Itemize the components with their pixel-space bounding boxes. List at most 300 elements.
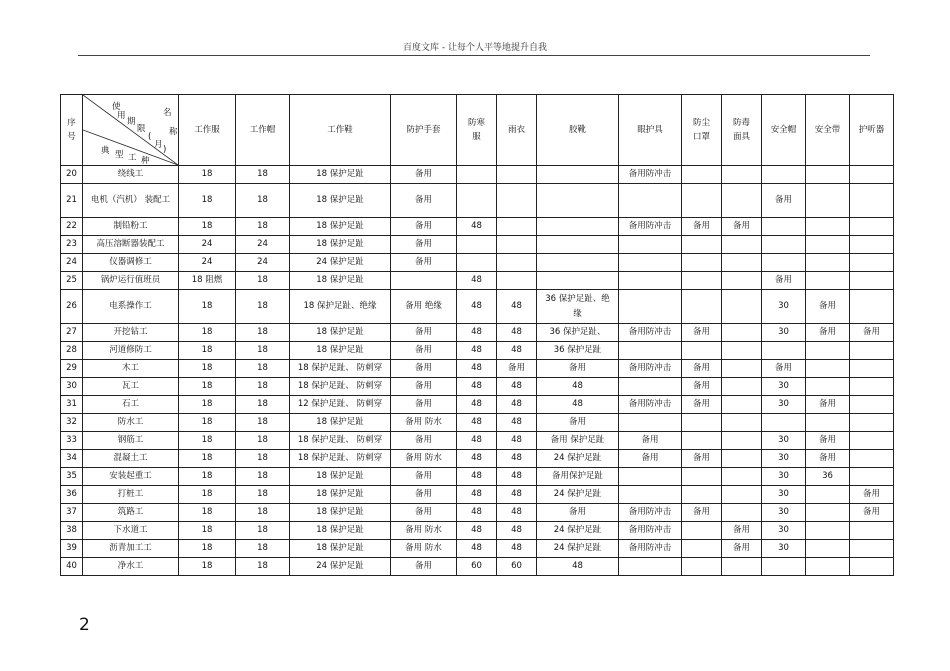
table-cell [619,414,682,432]
table-cell: 30 [762,432,806,450]
table-cell [619,486,682,504]
table-cell [537,218,619,236]
table-cell: 48 [537,558,619,576]
table-cell [850,254,894,272]
table-cell: 36 保护足趾、 [537,324,619,342]
table-cell: 备用 [722,522,762,540]
table-cell [537,236,619,254]
table-cell: 备用 [722,540,762,558]
table-cell: 18 [236,166,290,184]
table-cell: 18 保护足趾、 防刺穿 [290,378,391,396]
table-cell [850,184,894,218]
job-type: 高压溶断器装配工 [83,236,179,254]
table-cell [682,342,722,360]
table-cell: 18 保护足趾 [290,342,391,360]
table-cell [806,166,850,184]
table-cell: 24 保护足趾 [537,450,619,468]
row-index: 36 [61,486,83,504]
table-cell: 备用 [391,432,457,450]
table-cell [806,218,850,236]
table-cell: 备用 [806,396,850,414]
table-row [61,360,894,378]
corner-c11: 型 [115,150,124,160]
corner-c2: 用 [117,111,126,121]
table-cell: 备用防冲击 [619,360,682,378]
table-row [61,218,894,236]
table-cell: 48 [497,504,537,522]
table-cell: 备用 [806,450,850,468]
table-cell: 48 [457,414,497,432]
table-cell [722,324,762,342]
table-row [61,342,894,360]
table-cell: 18 [236,468,290,486]
table-cell: 60 [497,558,537,576]
table-cell [497,254,537,272]
table-cell: 18 保护足趾、绝缘 [290,290,391,324]
job-type: 下水道工 [83,522,179,540]
corner-c7: 称 [169,127,178,137]
table-cell [682,254,722,272]
table-cell: 18 保护足趾 [290,324,391,342]
table-cell: 18 [236,432,290,450]
table-cell: 备用 [682,450,722,468]
table-cell: 备用 防水 [391,450,457,468]
corner-c12: 工 [128,153,137,163]
table-cell: 18 [179,558,236,576]
table-cell: 备用 [391,378,457,396]
table-cell: 48 [457,360,497,378]
row-index: 26 [61,290,83,324]
table-cell: 备用 [391,396,457,414]
corner-c13: 种 [141,156,150,166]
table-cell: 18 [179,432,236,450]
table-cell: 36 [806,468,850,486]
table-cell [457,236,497,254]
table-cell: 18 [236,522,290,540]
diagonal-header-cell [83,95,179,166]
table-cell [457,254,497,272]
table-cell [722,414,762,432]
job-type: 沥青加工工 [83,540,179,558]
table-cell: 备用 [391,254,457,272]
table-cell: 36 保护足趾、绝缘 [537,290,619,324]
table-cell [722,254,762,272]
table-cell [762,414,806,432]
table-cell: 备用 [762,184,806,218]
table-cell: 48 [497,396,537,414]
col-header-label: 防毒面具 [732,117,750,142]
table-cell: 30 [762,504,806,522]
table-cell: 18 [236,558,290,576]
job-type: 混凝土工 [83,450,179,468]
row-index: 40 [61,558,83,576]
table-cell: 18 保护足趾 [290,486,391,504]
table-cell [850,558,894,576]
table-row [61,324,894,342]
table-cell [806,558,850,576]
table-cell [722,468,762,486]
corner-c4: 限 [137,124,146,134]
corner-c5: ( [148,132,152,142]
row-index: 30 [61,378,83,396]
table-cell: 备用 [537,414,619,432]
index-header [61,95,83,166]
table-cell: 48 [537,378,619,396]
table-cell: 18 [179,324,236,342]
table-cell: 36 保护足趾 [537,342,619,360]
col-header: 防护手套 [391,95,457,166]
table-cell: 备用防冲击 [619,166,682,184]
table-cell: 48 [497,342,537,360]
col-header: 工作帽 [236,95,290,166]
table-cell: 18 保护足趾 [290,414,391,432]
table-cell: 备用防冲击 [619,504,682,522]
row-index: 35 [61,468,83,486]
table-cell: 备用 防水 [391,522,457,540]
table-cell: 18 保护足趾 [290,504,391,522]
table-cell: 18 [236,414,290,432]
table-cell: 备用 [391,218,457,236]
header-row [61,95,894,166]
job-type: 电机（汽机） 装配工 [83,184,179,218]
table-cell [682,236,722,254]
table-row [61,558,894,576]
table-row [61,468,894,486]
row-index: 37 [61,504,83,522]
table-cell: 48 [537,396,619,414]
table-cell: 备用 保护足趾 [537,432,619,450]
table-cell: 备用 [391,236,457,254]
job-type: 制铅粉工 [83,218,179,236]
table-cell [722,166,762,184]
table-cell: 60 [457,558,497,576]
table-cell: 备用 防水 [391,540,457,558]
table-cell [682,486,722,504]
table-cell: 18 [236,360,290,378]
table-cell [682,558,722,576]
table-cell [682,432,722,450]
row-index: 31 [61,396,83,414]
row-index: 24 [61,254,83,272]
corner-c1: 使 [112,102,121,112]
table-cell [497,166,537,184]
table-cell [806,342,850,360]
table-cell [850,360,894,378]
table-cell: 18 保护足趾 [290,184,391,218]
col-header: 工作服 [179,95,236,166]
job-type: 石工 [83,396,179,414]
table-cell [537,254,619,272]
table-cell: 48 [457,450,497,468]
table-cell [850,378,894,396]
table-cell: 备用 [850,504,894,522]
table-cell: 备用防冲击 [619,396,682,414]
table-cell [457,184,497,218]
table-cell: 30 [762,378,806,396]
job-type: 河道修防工 [83,342,179,360]
table-cell [722,342,762,360]
job-type: 锅炉运行值班员 [83,272,179,290]
table-row [61,378,894,396]
table-cell: 18 [179,504,236,522]
table-cell [850,290,894,324]
table-cell: 备用 [619,432,682,450]
table-cell: 18 [236,184,290,218]
table-cell [806,184,850,218]
table-cell: 备用防冲击 [619,522,682,540]
table-cell [762,166,806,184]
table-cell [619,184,682,218]
header-rule [78,55,870,56]
table-cell [722,236,762,254]
table-cell: 18 [179,486,236,504]
table-cell: 48 [457,504,497,522]
job-type: 电系操作工 [83,290,179,324]
table-cell: 备用 [806,290,850,324]
table-cell: 18 [179,414,236,432]
table-cell [850,342,894,360]
col-header-label: 防尘口罩 [692,117,710,142]
table-cell [806,254,850,272]
table-cell [806,522,850,540]
table-cell: 备用 [682,324,722,342]
table-cell [619,558,682,576]
table-row [61,166,894,184]
table-cell: 30 [762,522,806,540]
table-cell [682,290,722,324]
table-cell: 18 [179,540,236,558]
table-cell [762,558,806,576]
table-cell [682,184,722,218]
table-cell: 18 [179,468,236,486]
table-cell [806,504,850,522]
table-cell [850,432,894,450]
table-cell: 备用 [850,324,894,342]
corner-c10: 典 [101,146,110,156]
table-row [61,290,894,324]
table-row [61,540,894,558]
table-cell [762,236,806,254]
table-row [61,184,894,218]
row-index: 38 [61,522,83,540]
table-cell: 备用 [391,558,457,576]
page-header: 百度文库 - 让每个人平等地提升自我 [403,43,547,53]
row-index: 25 [61,272,83,290]
table-cell [722,396,762,414]
table-cell [722,378,762,396]
table-cell [497,236,537,254]
table-cell: 48 [497,450,537,468]
row-index: 34 [61,450,83,468]
table-cell: 18 [236,342,290,360]
table-cell: 30 [762,486,806,504]
table-cell: 备用 [391,468,457,486]
table-cell: 备用 [762,272,806,290]
table-cell: 备用 防水 [391,414,457,432]
col-header: 工作鞋 [290,95,391,166]
row-index: 21 [61,184,83,218]
row-index: 23 [61,236,83,254]
table-cell: 48 [457,468,497,486]
table-cell: 备用 [391,504,457,522]
table-cell: 备用 [391,486,457,504]
table-cell: 备用 绝缘 [391,290,457,324]
job-type: 木工 [83,360,179,378]
table-cell [682,468,722,486]
col-header: 眼护具 [619,95,682,166]
table-cell [762,342,806,360]
table-cell [806,486,850,504]
table-cell [722,558,762,576]
table-cell: 18 [179,342,236,360]
table-cell: 18 保护足趾 [290,166,391,184]
corner-c9: ) [163,145,167,155]
row-index: 29 [61,360,83,378]
table-cell: 18 保护足趾 [290,522,391,540]
table-cell: 12 保护足趾、 防刺穿 [290,396,391,414]
table-cell [850,218,894,236]
job-type: 筑路工 [83,504,179,522]
table-row [61,236,894,254]
job-type: 绕线工 [83,166,179,184]
table-cell: 备用 [537,360,619,378]
table-row [61,414,894,432]
table-cell [850,236,894,254]
table-cell: 18 [179,166,236,184]
table-cell: 备用防冲击 [619,540,682,558]
table-row [61,486,894,504]
row-index: 28 [61,342,83,360]
table-cell: 备用保护足趾 [537,468,619,486]
table-cell: 18 [236,324,290,342]
table-cell [806,540,850,558]
col-header [682,95,722,166]
table-cell: 48 [497,540,537,558]
table-cell: 18 [179,184,236,218]
table-cell: 24 保护足趾 [290,558,391,576]
table-cell: 备用 [682,396,722,414]
ppe-table [60,94,894,576]
table-cell: 18 [236,378,290,396]
table-cell: 18 保护足趾 [290,468,391,486]
table-cell: 18 保护足趾 [290,236,391,254]
table-cell [682,166,722,184]
table-cell [537,166,619,184]
table-cell: 18 [179,396,236,414]
table-cell [850,450,894,468]
table-cell [619,468,682,486]
table-cell: 24 保护足趾 [537,540,619,558]
table-cell: 48 [457,486,497,504]
table-cell [682,272,722,290]
table-cell: 48 [497,468,537,486]
table-cell: 48 [457,540,497,558]
table-cell: 备用 [391,324,457,342]
table-cell: 48 [457,396,497,414]
row-index: 39 [61,540,83,558]
table-cell: 备用 [391,184,457,218]
row-index: 22 [61,218,83,236]
table-cell: 18 保护足趾、 防刺穿 [290,450,391,468]
table-cell [722,432,762,450]
table-cell: 备用 [391,342,457,360]
table-row [61,272,894,290]
table-cell [682,540,722,558]
table-cell: 18 [236,486,290,504]
table-cell: 备用 [682,360,722,378]
table-cell: 48 [497,432,537,450]
table-cell: 备用 [762,360,806,378]
table-cell [619,272,682,290]
table-cell [497,184,537,218]
table-cell: 18 [236,290,290,324]
table-cell: 48 [497,486,537,504]
table-cell: 备用 [682,218,722,236]
table-cell [722,290,762,324]
table-cell: 18 [236,272,290,290]
table-cell: 48 [457,342,497,360]
job-type: 开挖钻工 [83,324,179,342]
table-row [61,522,894,540]
table-cell: 24 保护足趾 [537,486,619,504]
table-cell: 备用防冲击 [619,324,682,342]
table-cell [850,468,894,486]
table-cell: 18 [236,218,290,236]
table-cell: 24 [236,236,290,254]
table-cell: 备用 [806,324,850,342]
table-cell: 24 [179,254,236,272]
table-cell: 30 [762,450,806,468]
col-header: 胶靴 [537,95,619,166]
table-cell [722,486,762,504]
table-cell: 18 保护足趾 [290,272,391,290]
table-cell: 24 保护足趾 [537,522,619,540]
table-cell: 18 [236,540,290,558]
table-cell [722,360,762,378]
table-cell: 30 [762,468,806,486]
row-index: 27 [61,324,83,342]
table-cell: 18 [179,290,236,324]
table-cell: 30 [762,290,806,324]
table-cell: 48 [457,378,497,396]
table-cell: 30 [762,540,806,558]
table-cell [806,414,850,432]
table-cell [850,522,894,540]
table-cell [762,254,806,272]
table-cell: 18 [236,450,290,468]
table-cell: 48 [497,414,537,432]
table-cell: 备用 [619,450,682,468]
table-cell: 48 [457,218,497,236]
table-cell [391,272,457,290]
table-cell: 18 保护足趾 [290,218,391,236]
table-cell: 48 [497,324,537,342]
table-body [61,166,894,576]
table-cell: 18 [236,396,290,414]
row-index: 32 [61,414,83,432]
table-cell: 48 [497,378,537,396]
row-index: 20 [61,166,83,184]
table-row [61,432,894,450]
col-header-label: 防寒服 [467,117,485,142]
col-header: 护听器 [850,95,894,166]
table-cell: 48 [497,290,537,324]
job-type: 防水工 [83,414,179,432]
table-cell: 备用 [391,360,457,378]
table-cell: 18 保护足趾、 防刺穿 [290,432,391,450]
table-cell: 48 [457,432,497,450]
job-type: 净水工 [83,558,179,576]
